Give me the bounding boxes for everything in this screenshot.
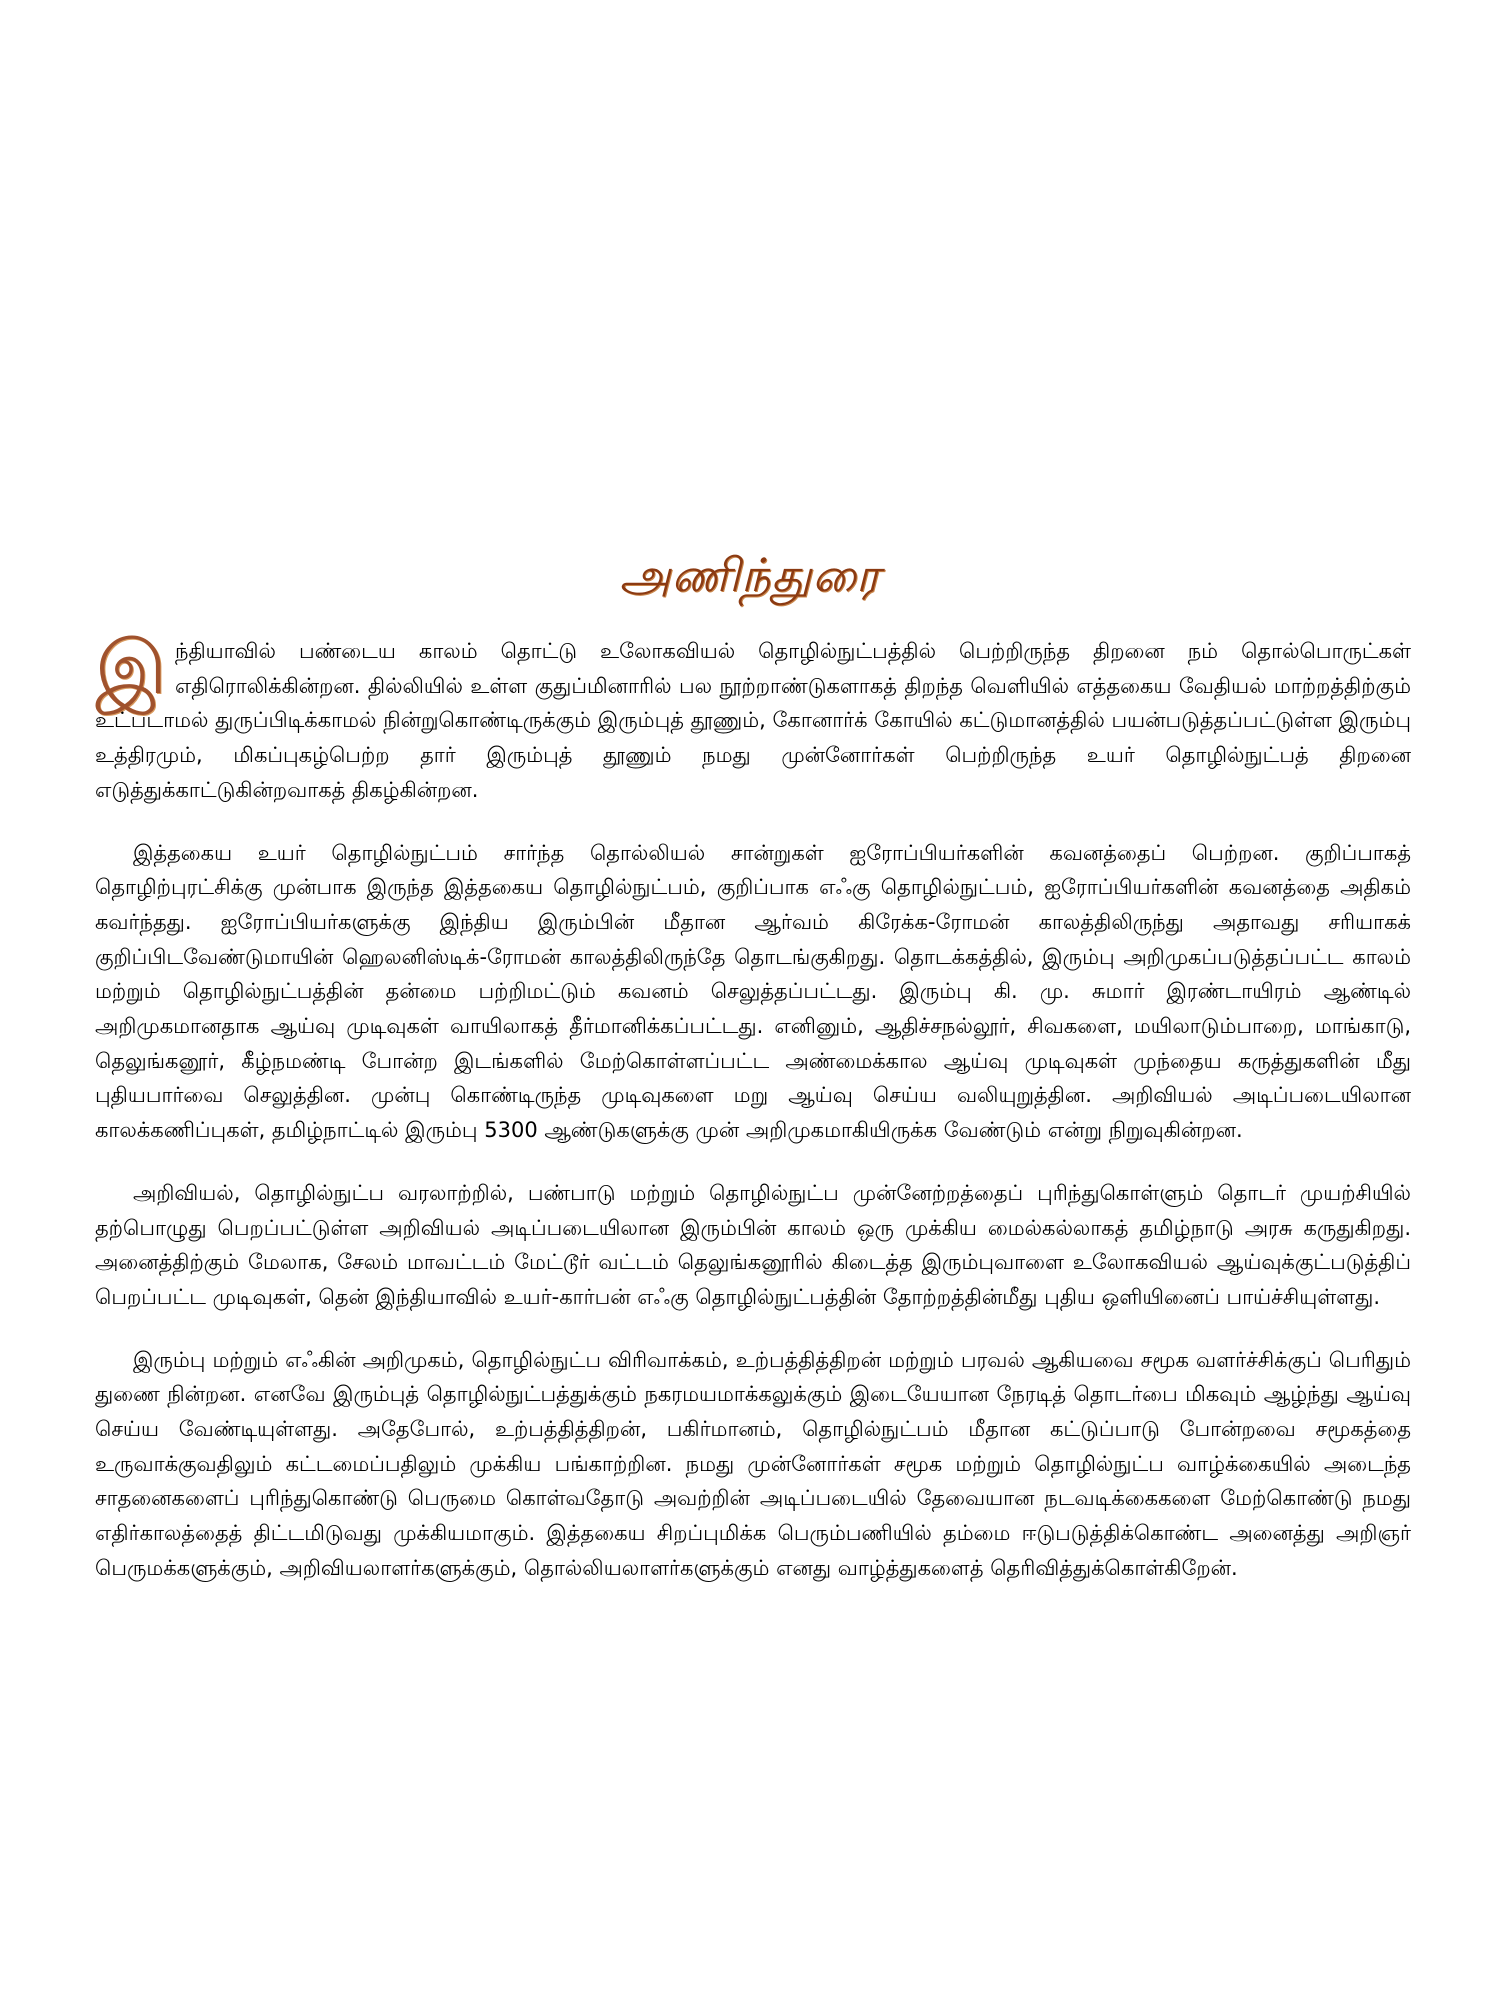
paragraph-1-text: ந்தியாவில் பண்டைய காலம் தொட்டு உலோகவியல் தொழில்நுட்பத்தில் பெற்றிருந்த திறனை நம் தொல்பொருட்கள் எதிரொலிக்கின்றன. தில்லியில் உள்ள குதுப்மினாரில் பல நூற்றாண்டுகளாகத் திறந்த வெளியில் எத்தகைய வேதியல் மாற்றத்திற்கும் உட்படாமல் துருப்பிடிக்காமல் நின்றுகொண்டிருக்கும் இரும்புத் தூணும், கோனார்க் கோயில் கட்டுமானத்தில் பயன்படுத்தப்பட்டுள்ள இரும்பு உத்திரமும், மிகப்புகழ்பெற்ற தார் இரும்புத் தூணும் நமது முன்னோர்கள் பெற்றிருந்த உயர் தொழில்நுட்பத் திறனை எடுத்துக்காட்டுகின்றவாகத் திகழ்கின்றன.	[95, 639, 1412, 802]
page-title: அணிந்துரை	[619, 548, 881, 602]
paragraph-1	[95, 625, 1412, 808]
paragraph-4: இரும்பு மற்றும் எஃகின் அறிமுகம், தொழில்நுட்ப விரிவாக்கம், உற்பத்தித்திறன் மற்றும் பரவல் ஆகியவை சமூக வளர்ச்சிக்குப் பெரிதும் துணை நின்றன. எனவே இரும்புத் தொழில்நுட்பத்துக்கும் நகரமயமாக்கலுக்கும் இடையேயான நேரடித் தொடர்பை மிகவும் ஆழ்ந்து ஆய்வு செய்ய வேண்டியுள்ளது. அதேபோல், உற்பத்தித்திறன், பகிர்மானம், தொழில்நுட்பம் மீதான கட்டுப்பாடு போன்றவை சமூகத்தை உருவாக்குவதிலும் கட்டமைப்பதிலும் முக்கிய பங்காற்றின. நமது முன்னோர்கள் சமூக மற்றும் தொழில்நுட்ப வாழ்க்கையில் அடைந்த சாதனைகளைப் புரிந்துகொண்டு பெருமை கொள்வதோடு அவற்றின் அடிப்படையில் தேவையான நடவடிக்கைகளை மேற்கொண்டு நமது எதிர்காலத்தைத் திட்டமிடுவது முக்கியமாகும். இத்தகைய சிறப்புமிக்க பெரும்பணியில் தம்மை ஈடுபடுத்திக்கொண்ட அனைத்து அறிஞர் பெருமக்களுக்கும், அறிவியலாளர்களுக்கும், தொல்லியலாளர்களுக்கும் எனது வாழ்த்துகளைத் தெரிவித்துக்கொள்கிறேன்.	[95, 1347, 1411, 1580]
paragraph-2: இத்தகைய உயர் தொழில்நுட்பம் சார்ந்த தொல்லியல் சான்றுகள் ஐரோப்பியர்களின் கவனத்தைப் பெற்றன. குறிப்பாகத் தொழிற்புரட்சிக்கு முன்பாக இருந்த இத்தகைய தொழில்நுட்பம், குறிப்பாக எஃகு தொழில்நுட்பம், ஐரோப்பியர்களின் கவனத்தை அதிகம் கவர்ந்தது. ஐரோப்பியர்களுக்கு இந்திய இரும்பின் மீதான ஆர்வம் கிரேக்க-ரோமன் காலத்திலிருந்து அதாவது சரியாகக் குறிப்பிடவேண்டுமாயின் ஹெலனிஸ்டிக்-ரோமன் காலத்திலிருந்தே தொடங்குகிறது. தொடக்கத்தில், இரும்பு அறிமுகப்படுத்தப்பட்ட காலம் மற்றும் தொழில்நுட்பத்தின் தன்மை பற்றிமட்டும் கவனம் செலுத்தப்பட்டது. இரும்பு கி. மு. சுமார் இரண்டாயிரம் ஆண்டில் அறிமுகமானதாக ஆய்வு முடிவுகள் வாயிலாகத் தீர்மானிக்கப்பட்டது. எனினும், ஆதிச்சநல்லூர், சிவகளை, மயிலாடும்பாறை, மாங்காடு, தெலுங்கனூர், கீழ்நமண்டி போன்ற இடங்களில் மேற்கொள்ளப்பட்ட அண்மைக்கால ஆய்வு முடிவுகள் முந்தைய கருத்துகளின் மீது புதியபார்வை செலுத்தின. முன்பு கொண்டிருந்த முடிவுகளை மறு ஆய்வு செய்ய வலியுறுத்தின. அறிவியல் அடிப்படையிலான காலக்கணிப்புகள், தமிழ்நாட்டில் இரும்பு 5300 ஆண்டுகளுக்கு முன் அறிமுகமாகியிருக்க வேண்டும் என்று நிறுவுகின்றன.	[95, 840, 1411, 1143]
drop-cap-letter: இ	[95, 625, 167, 711]
body-text	[95, 625, 1412, 1614]
paragraph-3: அறிவியல், தொழில்நுட்ப வரலாற்றில், பண்பாடு மற்றும் தொழில்நுட்ப முன்னேற்றத்தைப் புரிந்துகொள்ளும் தொடர் முயற்சியில் தற்பொழுது பெறப்பட்டுள்ள அறிவியல் அடிப்படையிலான இரும்பின் காலம் ஒரு முக்கிய மைல்கல்லாகத் தமிழ்நாடு அரசு கருதுகிறது. அனைத்திற்கும் மேலாக, சேலம் மாவட்டம் மேட்டூர் வட்டம் தெலுங்கனூரில் கிடைத்த இரும்புவாளை உலோகவியல் ஆய்வுக்குட்படுத்திப் பெறப்பட்ட முடிவுகள், தென் இந்தியாவில் உயர்-கார்பன் எஃகு தொழில்நுட்பத்தின் தோற்றத்தின்மீது புதிய ஒளியினைப் பாய்ச்சியுள்ளது.	[95, 1180, 1411, 1309]
